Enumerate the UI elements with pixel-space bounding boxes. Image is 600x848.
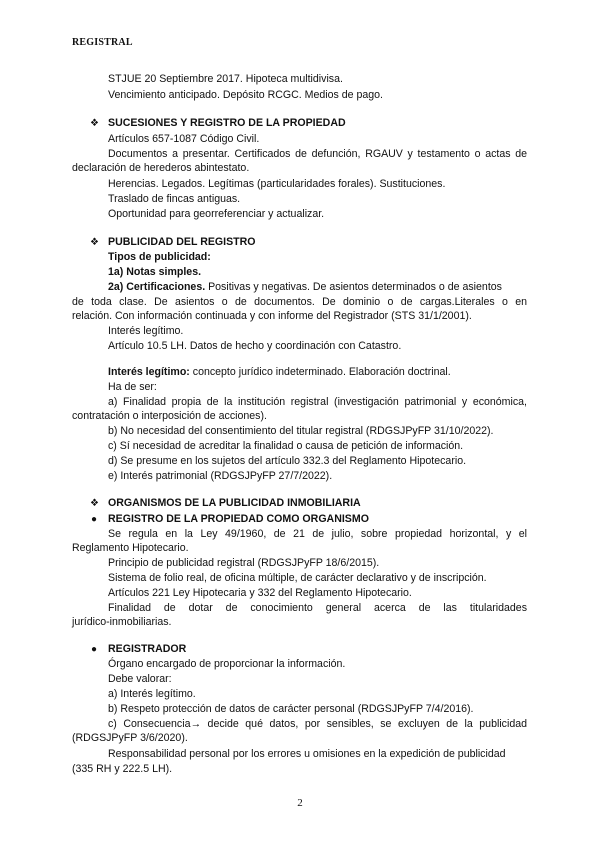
diamond-bullet-icon: ❖ [90, 237, 99, 248]
text-line: contratación o interposición de acciones). [72, 410, 267, 422]
text-line: Responsabilidad personal por los errores u omisiones en la expedición de publicidad [108, 748, 506, 760]
text-line: Se regula en la Ley 49/1960, de 21 de julio, sobre propiedad horizontal, y el [108, 528, 527, 540]
text-line: Traslado de fincas antiguas. [108, 193, 241, 205]
text-line: c) Consecuencia→ decide qué datos, por sensibles, se excluyen de la publicidad [108, 718, 527, 730]
text-line [108, 366, 451, 379]
inline-text: concepto jurídico indeterminado. Elaboración doctrinal. [189, 366, 451, 378]
text-line: jurídico-inmobiliarias. [72, 616, 172, 628]
text-line: Oportunidad para georreferenciar y actualizar. [108, 208, 325, 220]
section-title: SUCESIONES Y REGISTRO DE LA PROPIEDAD [108, 117, 346, 129]
text-line: b) No necesidad del consentimiento del titular registral (RDGSJPyFP 31/10/2022). [108, 425, 494, 437]
text-line: STJUE 20 Septiembre 2017. Hipoteca multidivisa. [108, 73, 343, 85]
text-line: Herencias. Legados. Legítimas (particularidades forales). Sustituciones. [108, 178, 446, 190]
subsection-title: REGISTRADOR [108, 643, 187, 655]
round-bullet-icon: ● [91, 644, 98, 655]
text-line: Principio de publicidad registral (RDGSJPyFP 18/6/2015). [108, 557, 380, 569]
text-line: Órgano encargado de proporcionar la información. [108, 658, 346, 670]
page-number: 2 [297, 797, 303, 809]
text-line: (RDGSJPyFP 3/6/2020). [72, 732, 188, 744]
text-line: Artículos 221 Ley Hipotecaria y 332 del Reglamento Hipotecario. [108, 587, 412, 599]
text-line: a) Finalidad propia de la institución registral (investigación patrimonial y económica, [108, 396, 527, 408]
text-line: e) Interés patrimonial (RDGSJPyFP 27/7/2022). [108, 470, 333, 482]
diamond-bullet-icon: ❖ [90, 498, 99, 509]
text-line: Debe valorar: [108, 673, 172, 685]
text-line: declaración de herederos abintestato. [72, 162, 250, 174]
text-line: d) Se presume en los sujetos del artículo 332.3 del Reglamento Hipotecario. [108, 455, 467, 467]
text-line: (335 RH y 222.5 LH). [72, 763, 173, 775]
text-line [108, 281, 502, 294]
text-line: relación. Con información continuada y con informe del Registrador (STS 31/1/2001). [72, 310, 472, 322]
text-line: Ha de ser: [108, 381, 157, 393]
text-line: b) Respeto protección de datos de carácter personal (RDGSJPyFP 7/4/2016). [108, 703, 474, 715]
section-title: PUBLICIDAD DEL REGISTRO [108, 236, 256, 248]
text-line: Artículo 10.5 LH. Datos de hecho y coordinación con Catastro. [108, 340, 402, 352]
text-line: Interés legítimo. [108, 325, 184, 337]
text-line: Vencimiento anticipado. Depósito RCGC. Medios de pago. [108, 89, 384, 101]
subsection-title: REGISTRO DE LA PROPIEDAD COMO ORGANISMO [108, 513, 369, 525]
diamond-bullet-icon: ❖ [90, 118, 99, 129]
section-title: ORGANISMOS DE LA PUBLICIDAD INMOBILIARIA [108, 497, 361, 509]
round-bullet-icon: ● [91, 514, 98, 525]
bold-label: 2a) Certificaciones. [108, 281, 206, 293]
text-line: Sistema de folio real, de oficina múltiple, de carácter declarativo y de inscripción. [108, 572, 487, 584]
inline-text: Positivas y negativas. De asientos determinados o de asientos [205, 281, 502, 293]
subheading: 1a) Notas simples. [108, 266, 202, 278]
bold-label: Interés legítimo: [108, 366, 190, 378]
running-header: REGISTRAL [72, 37, 133, 48]
text-line: c) Sí necesidad de acreditar la finalidad o causa de petición de información. [108, 440, 464, 452]
text-line: Documentos a presentar. Certificados de defunción, RGAUV y testamento o actas de [108, 148, 527, 160]
text-line: a) Interés legítimo. [108, 688, 196, 700]
subheading: Tipos de publicidad: [108, 251, 211, 263]
text-line: de toda clase. De asientos o de documentos. De dominio o de cargas.Literales o en [72, 296, 527, 308]
text-line: Artículos 657-1087 Código Civil. [108, 133, 260, 145]
text-line: Finalidad de dotar de conocimiento general acerca de las titularidades [108, 602, 527, 614]
text-line: Reglamento Hipotecario. [72, 542, 189, 554]
